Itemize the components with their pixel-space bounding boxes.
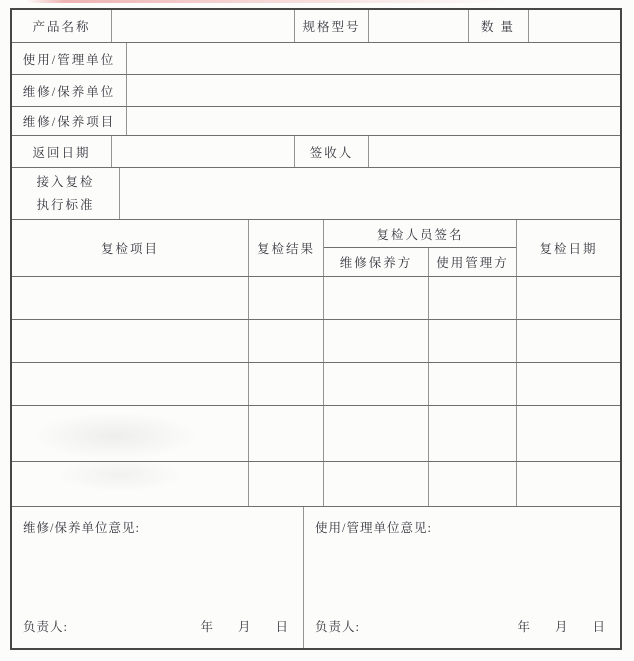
reinspection-header [12, 220, 620, 277]
use-unit-opinion-label: 使用/管理单位意见: [315, 521, 432, 535]
table-row [12, 406, 620, 462]
table-cell [517, 363, 620, 405]
repair-maintain-items-value [127, 107, 620, 135]
table-cell [249, 363, 324, 405]
table-cell [249, 462, 324, 506]
table-cell [12, 277, 249, 319]
maintenance-reinspection-form [10, 8, 622, 650]
spec-model-label: 规格型号 [295, 10, 369, 42]
quantity-label: 数量 [469, 10, 529, 42]
signature-subcolumns [324, 248, 516, 276]
table-cell [429, 462, 517, 506]
return-date-label: 返回日期 [12, 136, 112, 167]
column-header-item: 复检项目 [12, 220, 249, 276]
row-product [12, 10, 620, 43]
column-header-sign-repair: 维修保养方 [324, 248, 429, 276]
receiver-label: 签收人 [295, 136, 369, 167]
column-header-signature: 复检人员签名 [324, 220, 516, 248]
repair-unit-date-year: 年 [200, 620, 214, 634]
table-row [12, 363, 620, 406]
repair-unit-signature-line [12, 617, 303, 648]
repair-unit-responsible-label: 负责人: [23, 620, 68, 634]
use-manage-unit-label: 使用/管理单位 [12, 43, 127, 74]
use-unit-responsible-label: 负责人: [315, 620, 360, 634]
use-unit-signature-line [304, 617, 620, 648]
repair-unit-date-month: 月 [237, 620, 252, 634]
quantity-value [529, 10, 620, 42]
repair-maintain-unit-label: 维修/保养单位 [12, 75, 127, 106]
table-cell [517, 277, 620, 319]
row-repair-maintain-items [12, 107, 620, 136]
table-cell [517, 406, 620, 461]
row-return-date [12, 136, 620, 168]
repair-unit-opinion-label: 维修/保养单位意见: [23, 521, 140, 535]
return-date-value [112, 136, 295, 167]
table-row [12, 277, 620, 320]
use-unit-date-year: 年 [517, 620, 531, 634]
product-name-label: 产品名称 [12, 10, 112, 42]
row-reinspect-standard [12, 168, 620, 220]
reinspect-standard-label-line1: 接入复检 [36, 174, 95, 189]
table-cell [324, 406, 429, 461]
use-manage-unit-value [127, 43, 620, 74]
use-unit-date-day: 日 [592, 620, 606, 634]
reinspect-standard-label-line2: 执行标准 [36, 197, 95, 212]
table-cell [249, 320, 324, 362]
reinspect-standard-label [12, 168, 120, 219]
column-header-sign-use: 使用管理方 [436, 256, 509, 270]
table-cell [249, 277, 324, 319]
row-use-manage-unit [12, 43, 620, 75]
column-header-date: 复检日期 [539, 242, 598, 256]
product-name-value [112, 10, 295, 42]
use-unit-date-month: 月 [554, 620, 569, 634]
table-row [12, 320, 620, 363]
table-cell [429, 406, 517, 461]
scan-artifact-streak [26, 0, 506, 3]
table-cell [249, 406, 324, 461]
table-cell [324, 320, 429, 362]
table-cell [12, 320, 249, 362]
table-cell [324, 462, 429, 506]
repair-maintain-unit-value [127, 75, 620, 106]
table-cell [429, 277, 517, 319]
reinspect-standard-value [120, 168, 620, 219]
use-unit-opinion-cell [304, 507, 620, 648]
repair-maintain-items-label: 维修/保养项目 [12, 107, 127, 135]
row-repair-maintain-unit [12, 75, 620, 107]
row-opinions [12, 507, 620, 648]
table-cell [12, 363, 249, 405]
table-cell [324, 363, 429, 405]
table-cell [12, 406, 249, 461]
repair-unit-opinion-cell [12, 507, 304, 648]
table-row [12, 462, 620, 507]
spec-model-value [369, 10, 469, 42]
column-header-result: 复检结果 [249, 220, 324, 276]
table-cell [12, 462, 249, 506]
repair-unit-date-day: 日 [275, 620, 289, 634]
table-cell [429, 363, 517, 405]
table-cell [324, 277, 429, 319]
table-cell [517, 462, 620, 506]
table-cell [429, 320, 517, 362]
receiver-value [369, 136, 620, 167]
column-header-signature-group [324, 220, 517, 276]
table-cell [517, 320, 620, 362]
